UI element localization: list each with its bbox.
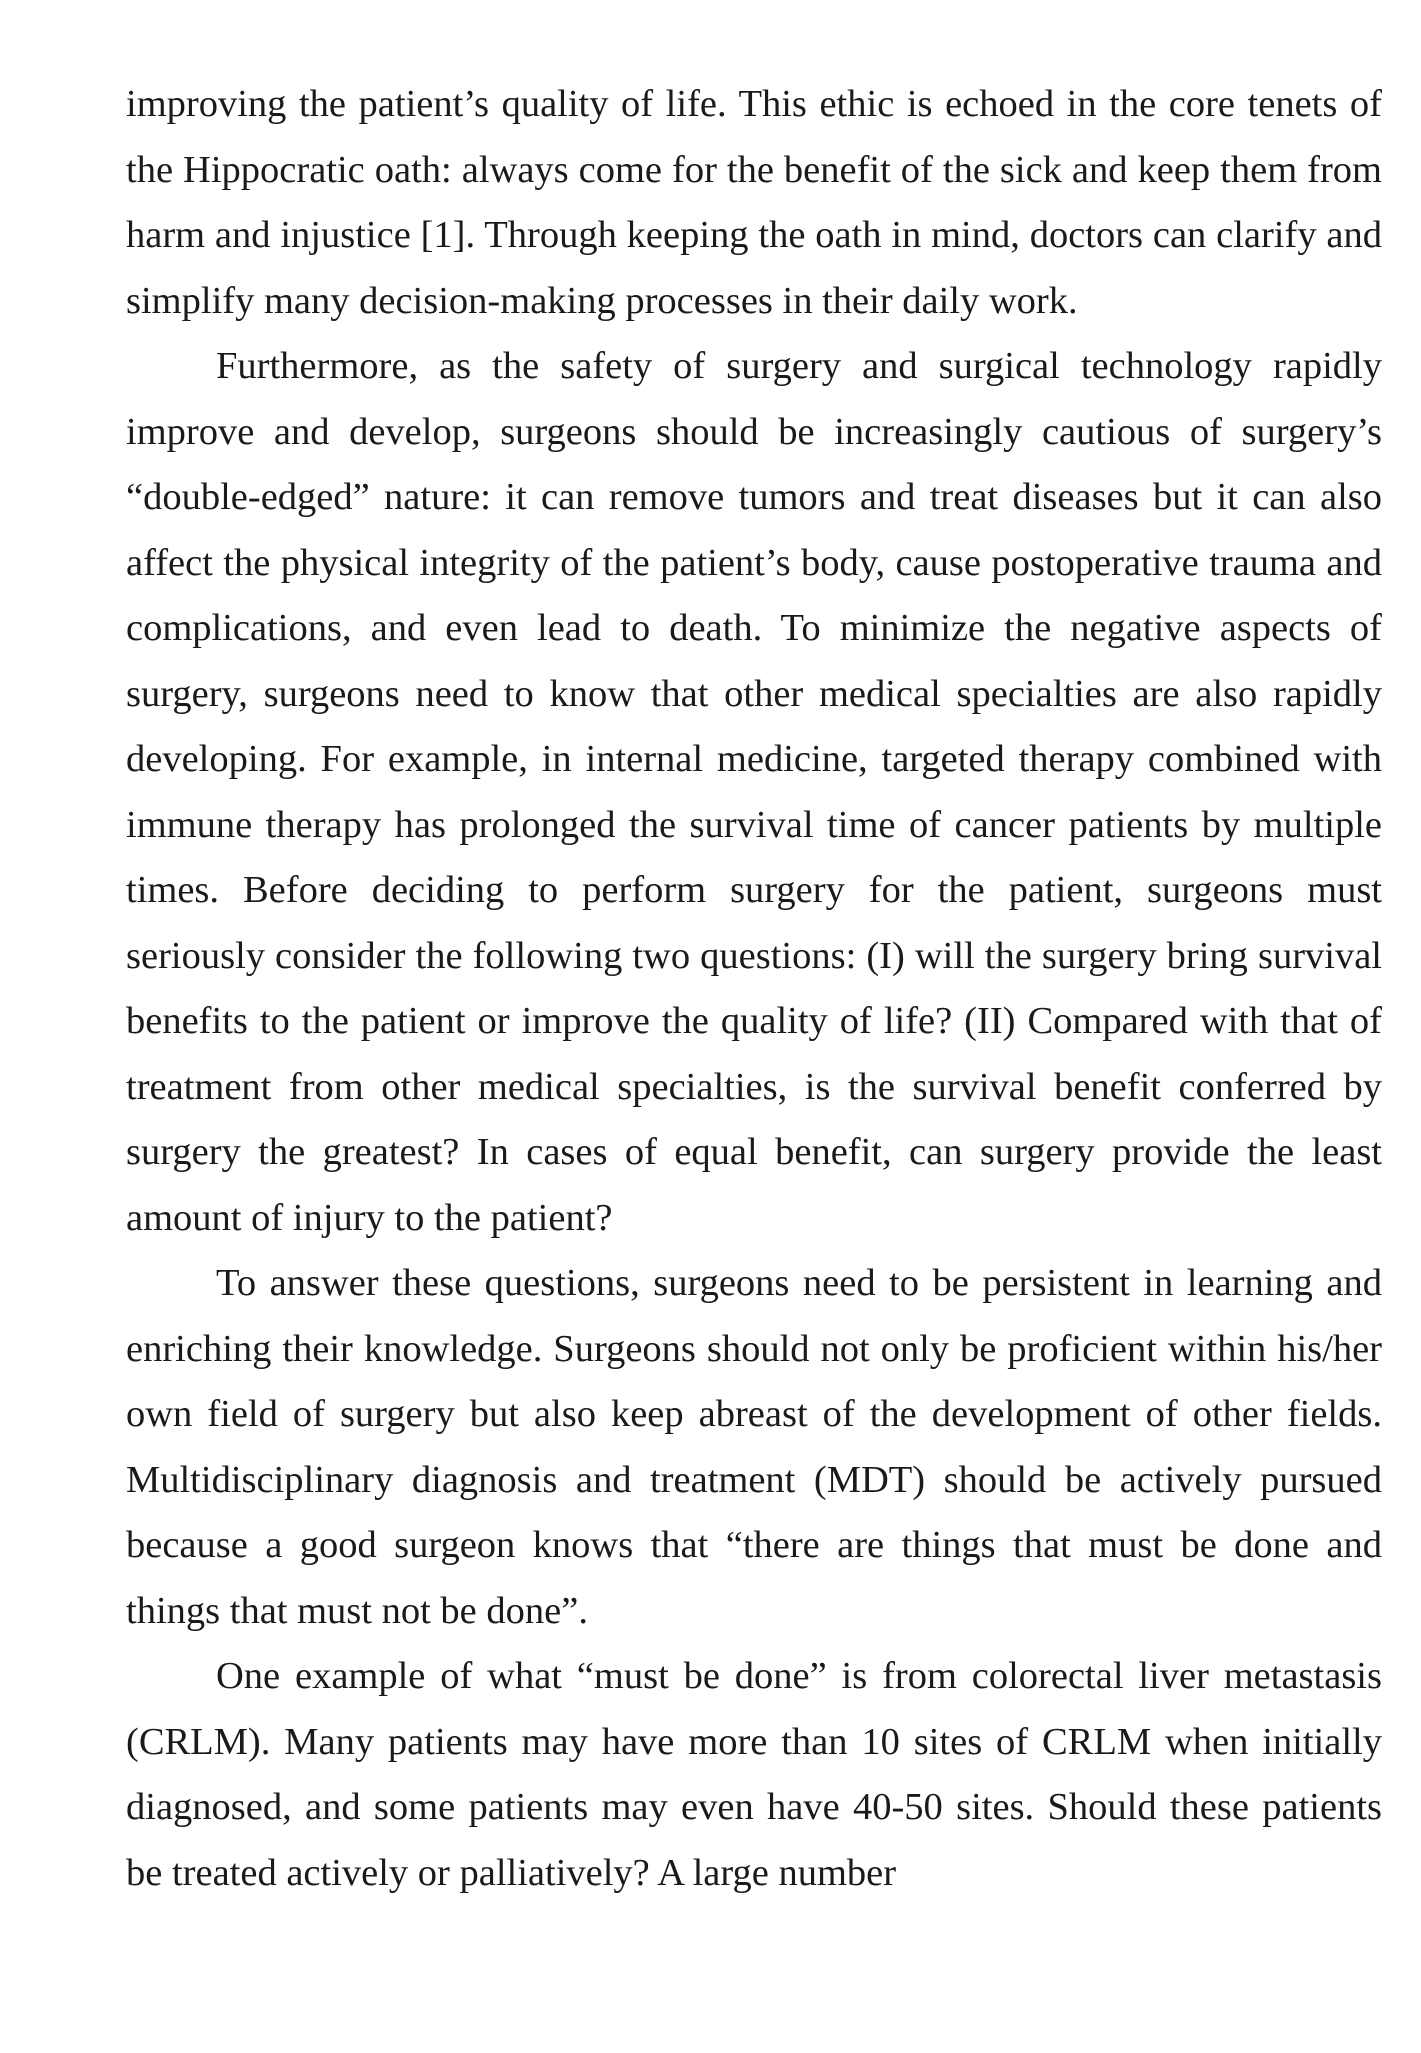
paragraph-4: One example of what “must be done” is from colorectal liver metastasis (CRLM). Many patients may have more than 10 sites of CRLM when initially diagnosed, and some patients may even have 40-50 sites. Should these patients be treated actively or palliatively? A large number (126, 1655, 1382, 1894)
paragraph-1: improving the patient’s quality of life. This ethic is echoed in the core tenets of the Hippocratic oath: always come for the benefit of the sick and keep them from harm and injustice [1]. Through keeping the oath in mind, doctors can clarify and simplify many decision-making processes in their daily work. (126, 83, 1382, 322)
paragraph-2: Furthermore, as the safety of surgery and surgical technology rapidly improve and develop, surgeons should be increasingly cautious of surgery’s “double-edged” nature: it can remove tumors and treat diseases but it can also affect the physical integrity of the patient’s body, cause postoperative trauma and complications, and even lead to death. To minimize the negative aspects of surgery, surgeons need to know that other medical specialties are also rapidly developing. For example, in internal medicine, targeted therapy combined with immune therapy has prolonged the survival time of cancer patients by multiple times. Before deciding to perform surgery for the patient, surgeons must seriously consider the following two questions: (I) will the surgery bring survival benefits to the patient or improve the quality of life? (II) Compared with that of treatment from other medical specialties, is the survival benefit conferred by surgery the greatest? In cases of equal benefit, can surgery provide the least amount of injury to the patient? (126, 345, 1382, 1239)
document-page (126, 72, 1382, 1906)
paragraph-3: To answer these questions, surgeons need to be persistent in learning and enriching their knowledge. Surgeons should not only be proficient within his/her own field of surgery but also keep abreast of the development of other fields. Multidisciplinary diagnosis and treatment (MDT) should be actively pursued because a good surgeon knows that “there are things that must be done and things that must not be done”. (126, 1262, 1382, 1632)
